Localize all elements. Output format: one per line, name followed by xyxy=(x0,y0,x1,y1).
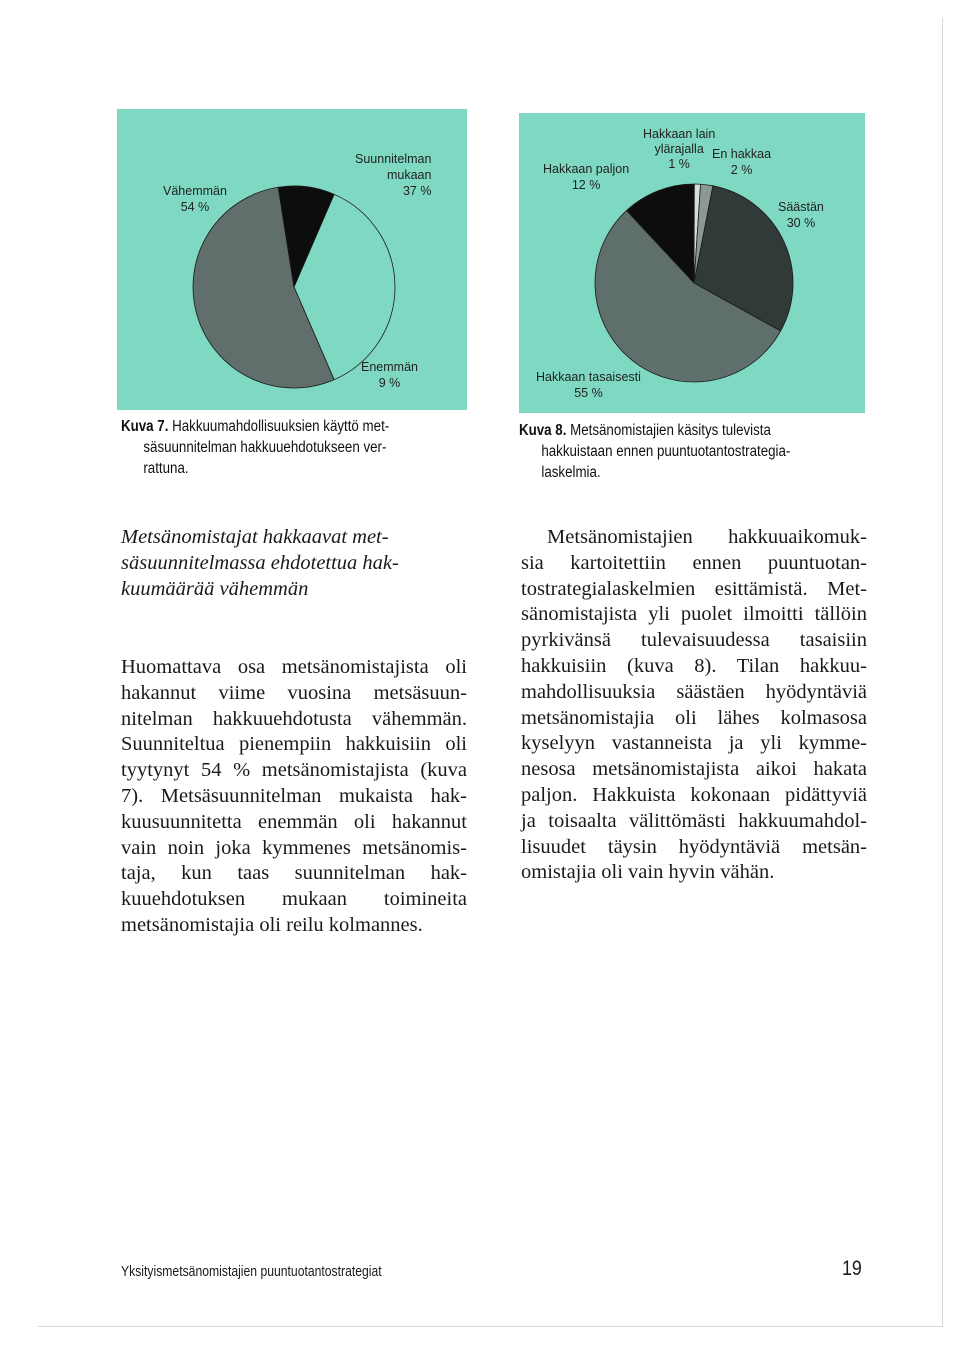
caption-8-line-1: Metsänomistajien käsitys tulevista xyxy=(570,422,771,439)
section-heading: Metsänomistajat hakkaavat met- säsuunnitelmassa ehdotettua hak- kuumäärää vähemmän xyxy=(121,526,399,600)
caption-kuva-7 xyxy=(121,416,389,479)
label-en-hakkaa: En hakkaa 2 % xyxy=(712,147,772,177)
caption-7-line-2: säsuunnitelman hakkuuehdotukseen ver- xyxy=(143,439,387,456)
label-hakkaan-tasaisesti: Hakkaan tasaisesti 55 % xyxy=(536,370,641,400)
label-hakkaan-paljon: Hakkaan paljon 12 % xyxy=(543,162,630,192)
caption-8-line-3: laskelmia. xyxy=(541,464,601,481)
label-enemman: Enemmän 9 % xyxy=(361,360,418,390)
label-suunnitelman-mukaan: Suunnitelman mukaan 37 % xyxy=(355,152,432,198)
label-saastan: Säästän 30 % xyxy=(778,200,824,230)
caption-7-line-3: rattuna. xyxy=(143,460,189,477)
caption-kuva-8 xyxy=(519,420,790,483)
page-number: 19 xyxy=(842,1257,862,1280)
left-paragraph: Huomattava osa metsänomistajista oli hakannut viime vuosina metsäsuun- nitelman hakkuuehdotusta vähemmän. Suunniteltua pienempiin hakkuisiin oli tyytynyt 54 % metsänomistajista (kuva 7). Metsäsuunnitelman mukaista hak- kuusuunnitetta enemmän oli hakannut vain noin joka kymmenes metsänomis- taja, kun taas suunnitelman hak- kuuehdotuksen mukaan toimineita metsänomistajia oli reilu kolmannes. xyxy=(121,656,467,936)
footer-title: Yksityismetsänomistajien puuntuotantostrategiat xyxy=(121,1264,382,1280)
label-vahemman: Vähemmän 54 % xyxy=(163,184,227,214)
pie-chart-kuva-7 xyxy=(117,109,467,410)
caption-7-label: Kuva 7. xyxy=(121,418,169,435)
caption-7-line-1: Hakkuumahdollisuuksien käyttö met- xyxy=(172,418,390,435)
right-paragraph: Metsänomistajien hakkuuaikomuk- sia kartoitettiin ennen puuntuotan- tostrategialaskelmien esittämistä. Met- sänomistajista yli puolet ilmoitti tällöin pyrkivänsä tulevaisuudessa tasaisiin hakkuisiin (kuva 8). Tilan hakkuu- mahdollisuuksia säästäen hyödyntäviä metsänomistajia oli lähes kolmasosa kyselyyn vastanneista ja yli kymme- nesosa metsänomistajista aikoi hakata paljon. Hakkuista kokonaan pidättyviä ja toisaalta välittömästi hakkuumahdol- lisuudet täysin hyödyntäviä metsän- omistajia oli vain hyvin vähän. xyxy=(521,526,867,884)
label-hakkaan-lain-ylarajalla: Hakkaan lain ylärajalla 1 % xyxy=(643,127,716,171)
caption-8-line-2: hakkuistaan ennen puuntuotantostrategia- xyxy=(541,443,791,460)
caption-8-label: Kuva 8. xyxy=(519,422,567,439)
pie-chart-kuva-8 xyxy=(519,113,865,413)
